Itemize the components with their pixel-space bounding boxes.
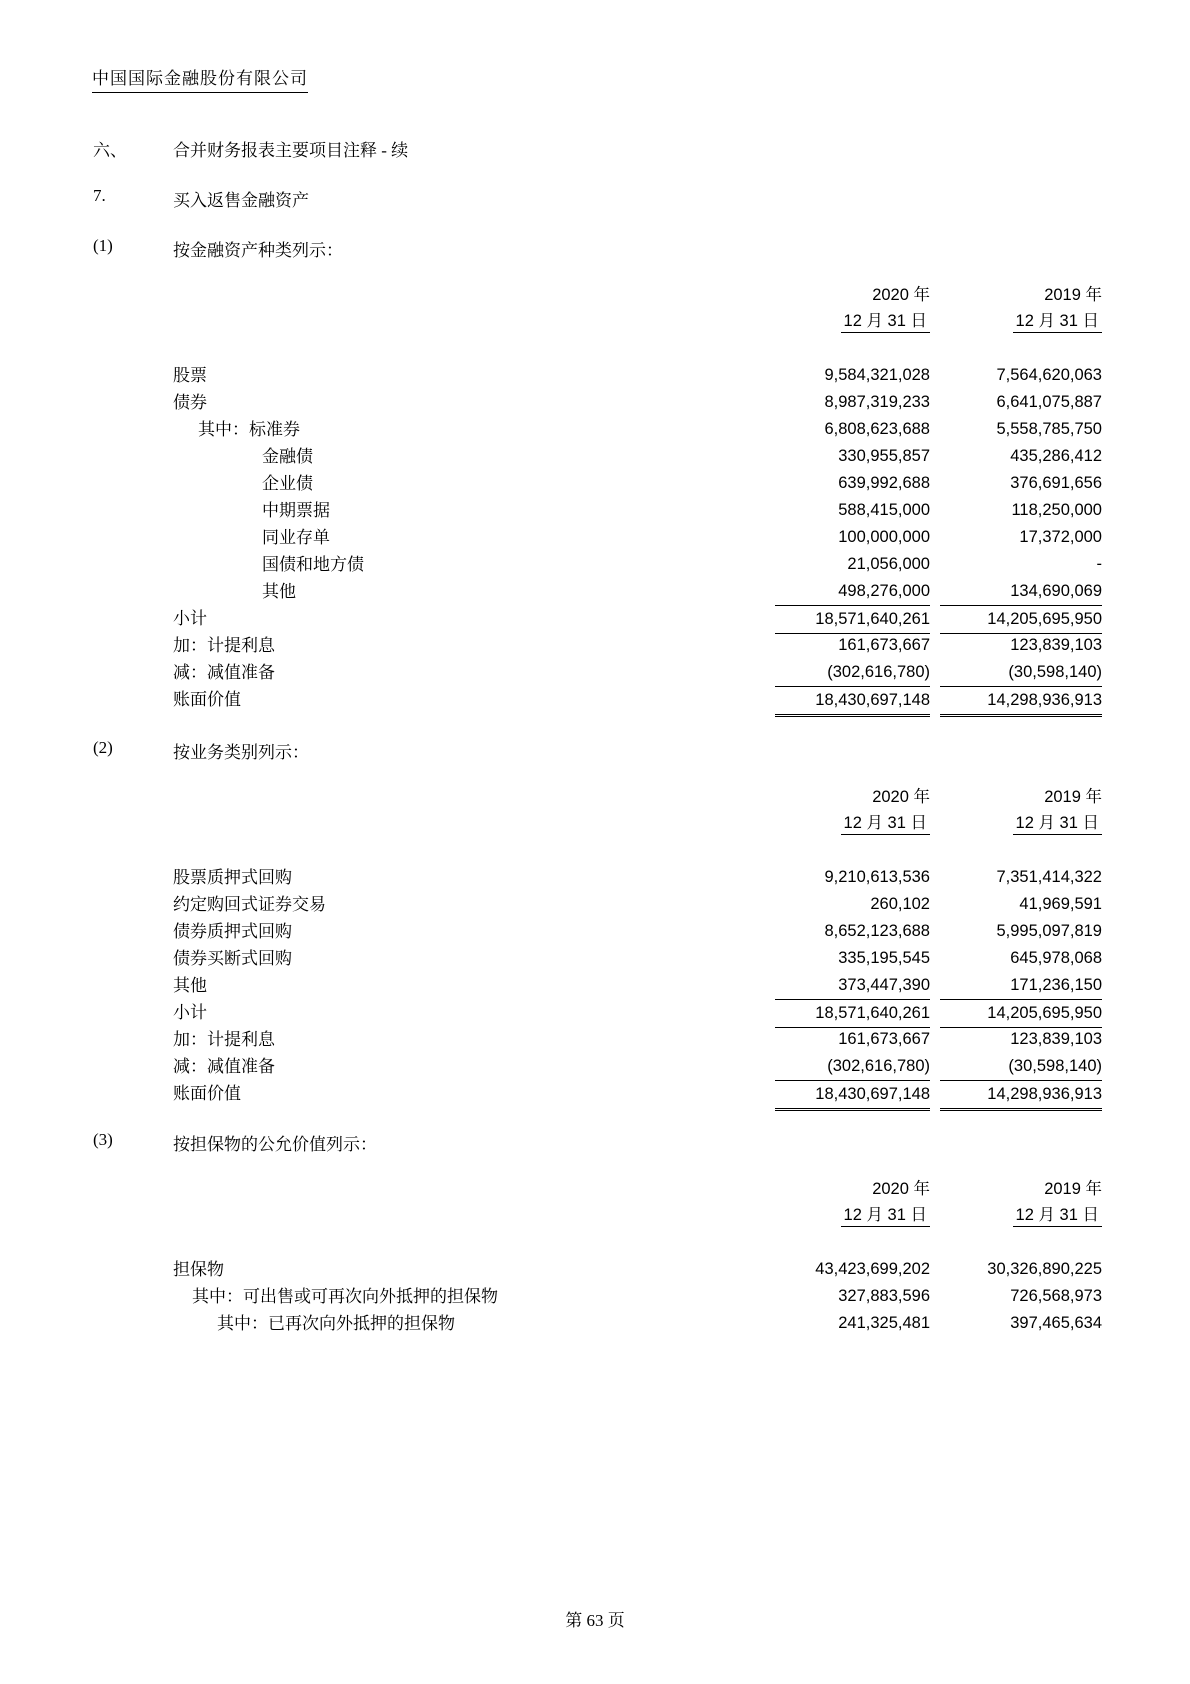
row-label: 加：计提利息 xyxy=(173,636,275,655)
value-2019: 6,641,075,887 xyxy=(996,393,1102,411)
table-row xyxy=(173,389,1102,416)
table-row xyxy=(173,945,1102,972)
date-label-wrap xyxy=(940,1202,1102,1228)
value-2019: - xyxy=(1096,555,1102,573)
table-row xyxy=(173,891,1102,918)
value-2019: 5,558,785,750 xyxy=(996,420,1102,438)
value-2020: 18,571,640,261 xyxy=(775,999,930,1028)
date-label: 12 月 31 日 xyxy=(1013,1206,1102,1227)
table-row xyxy=(173,999,1102,1026)
value-2020: 327,883,596 xyxy=(838,1287,930,1305)
table-row xyxy=(173,551,1102,578)
column-header-2020 xyxy=(775,282,930,334)
value-2019: 14,205,695,950 xyxy=(940,605,1102,634)
row-label: 中期票据 xyxy=(262,501,330,520)
value-2019: (30,598,140) xyxy=(1008,663,1102,681)
value-2020: 373,447,390 xyxy=(838,976,930,994)
row-label: 减：减值准备 xyxy=(173,1057,275,1076)
table-by-asset-type xyxy=(173,282,1102,713)
date-label: 12 月 31 日 xyxy=(841,312,930,333)
note-heading xyxy=(93,186,309,211)
table-row xyxy=(173,659,1102,686)
row-label: 小计 xyxy=(173,1003,207,1022)
value-2019: 397,465,634 xyxy=(1010,1314,1102,1332)
table-row xyxy=(173,416,1102,443)
value-2020: 330,955,857 xyxy=(838,447,930,465)
value-2019: 14,205,695,950 xyxy=(940,999,1102,1028)
value-2019: 17,372,000 xyxy=(1019,528,1102,546)
value-2019: 30,326,890,225 xyxy=(987,1260,1102,1278)
table-row xyxy=(173,1310,1102,1337)
value-2019: 7,564,620,063 xyxy=(996,366,1102,384)
row-label: 约定购回式证券交易 xyxy=(173,895,326,914)
value-2019: 7,351,414,322 xyxy=(996,868,1102,886)
table-row xyxy=(173,864,1102,891)
value-2019: 118,250,000 xyxy=(1011,501,1102,519)
company-name: 中国国际金融股份有限公司 xyxy=(92,64,308,93)
date-label: 12 月 31 日 xyxy=(1013,312,1102,333)
row-label: 其中：可出售或可再次向外抵押的担保物 xyxy=(192,1287,498,1306)
value-2020: (302,616,780) xyxy=(827,663,930,681)
value-2020: 43,423,699,202 xyxy=(815,1260,930,1278)
row-label: 减：减值准备 xyxy=(173,663,275,682)
year-label: 2020 年 xyxy=(872,1180,930,1198)
page-number: 第 63 页 xyxy=(565,1611,625,1630)
table-header-row xyxy=(173,282,1102,334)
year-label: 2019 年 xyxy=(1044,286,1102,304)
value-2019: 134,690,069 xyxy=(1010,582,1102,600)
value-2019: 14,298,936,913 xyxy=(940,686,1102,717)
column-header-2019 xyxy=(940,784,1102,836)
table-header-row xyxy=(173,784,1102,836)
note-number: 7. xyxy=(93,186,106,205)
subsection-3-number: (3) xyxy=(93,1130,113,1149)
table-body xyxy=(173,864,1102,1107)
table-row xyxy=(173,362,1102,389)
subsection-1-caption xyxy=(93,236,343,261)
value-2020: 241,325,481 xyxy=(838,1314,930,1332)
header-spacer xyxy=(173,1176,765,1228)
table-header-row xyxy=(173,1176,1102,1228)
year-label: 2020 年 xyxy=(872,788,930,806)
value-2020: 18,430,697,148 xyxy=(775,686,930,717)
table-row xyxy=(173,1283,1102,1310)
subsection-2-number: (2) xyxy=(93,738,113,757)
value-2020: 9,584,321,028 xyxy=(824,366,930,384)
table-row xyxy=(173,686,1102,713)
value-2020: (302,616,780) xyxy=(827,1057,930,1075)
table-by-business-type xyxy=(173,784,1102,1107)
row-label: 股票质押式回购 xyxy=(173,868,292,887)
value-2020: 100,000,000 xyxy=(838,528,930,546)
date-label-wrap xyxy=(940,308,1102,334)
column-header-2019 xyxy=(940,282,1102,334)
table-row xyxy=(173,918,1102,945)
value-2020: 161,673,667 xyxy=(838,636,930,654)
section-title: 合并财务报表主要项目注释 - 续 xyxy=(173,141,409,160)
value-2019: 41,969,591 xyxy=(1019,895,1102,913)
value-2020: 8,987,319,233 xyxy=(824,393,930,411)
value-2020: 639,992,688 xyxy=(838,474,930,492)
section-number: 六、 xyxy=(93,141,127,160)
row-label: 股票 xyxy=(173,366,207,385)
value-2020: 21,056,000 xyxy=(847,555,930,573)
value-2020: 8,652,123,688 xyxy=(824,922,930,940)
table-row xyxy=(173,524,1102,551)
section-heading xyxy=(93,136,408,161)
table-row xyxy=(173,1080,1102,1107)
date-label: 12 月 31 日 xyxy=(841,1206,930,1227)
row-label: 其中：标准券 xyxy=(198,420,300,439)
value-2020: 6,808,623,688 xyxy=(824,420,930,438)
table-row xyxy=(173,497,1102,524)
value-2020: 260,102 xyxy=(870,895,930,913)
date-label-wrap xyxy=(775,1202,930,1228)
table-row xyxy=(173,972,1102,999)
note-title: 买入返售金融资产 xyxy=(173,191,309,210)
date-label-wrap xyxy=(940,810,1102,836)
value-2020: 18,571,640,261 xyxy=(775,605,930,634)
row-label: 账面价值 xyxy=(173,1084,241,1103)
row-label: 债券买断式回购 xyxy=(173,949,292,968)
value-2020: 161,673,667 xyxy=(838,1030,930,1048)
row-label: 债券质押式回购 xyxy=(173,922,292,941)
value-2020: 18,430,697,148 xyxy=(775,1080,930,1111)
row-label: 加：计提利息 xyxy=(173,1030,275,1049)
table-row xyxy=(173,632,1102,659)
value-2019: 435,286,412 xyxy=(1010,447,1102,465)
table-row xyxy=(173,605,1102,632)
table-by-collateral-fair-value xyxy=(173,1176,1102,1337)
row-label: 企业债 xyxy=(262,474,313,493)
date-label: 12 月 31 日 xyxy=(841,814,930,835)
year-label: 2019 年 xyxy=(1044,788,1102,806)
subsection-3-caption xyxy=(93,1130,377,1155)
year-label: 2020 年 xyxy=(872,286,930,304)
table-row xyxy=(173,1256,1102,1283)
subsection-2-caption xyxy=(93,738,309,763)
value-2019: 14,298,936,913 xyxy=(940,1080,1102,1111)
row-label: 其他 xyxy=(262,582,296,601)
year-label: 2019 年 xyxy=(1044,1180,1102,1198)
value-2020: 498,276,000 xyxy=(838,582,930,600)
table-row xyxy=(173,1026,1102,1053)
row-label: 国债和地方债 xyxy=(262,555,364,574)
table-row xyxy=(173,578,1102,605)
value-2019: 123,839,103 xyxy=(1010,1030,1102,1048)
subsection-1-number: (1) xyxy=(93,236,113,255)
date-label-wrap xyxy=(775,810,930,836)
value-2019: 5,995,097,819 xyxy=(996,922,1102,940)
table-row xyxy=(173,443,1102,470)
date-label-wrap xyxy=(775,308,930,334)
value-2019: 171,236,150 xyxy=(1010,976,1102,994)
header-spacer xyxy=(173,784,765,836)
column-header-2020 xyxy=(775,784,930,836)
row-label: 金融债 xyxy=(262,447,313,466)
row-label: 同业存单 xyxy=(262,528,330,547)
value-2020: 335,195,545 xyxy=(838,949,930,967)
row-label: 其中：已再次向外抵押的担保物 xyxy=(217,1314,455,1333)
table-body xyxy=(173,362,1102,713)
row-label: 账面价值 xyxy=(173,690,241,709)
row-label: 债券 xyxy=(173,393,207,412)
value-2019: 645,978,068 xyxy=(1010,949,1102,967)
value-2020: 588,415,000 xyxy=(838,501,930,519)
table-body xyxy=(173,1256,1102,1337)
column-header-2019 xyxy=(940,1176,1102,1228)
subsection-3-title: 按担保物的公允价值列示： xyxy=(173,1135,377,1154)
value-2019: (30,598,140) xyxy=(1008,1057,1102,1075)
value-2019: 123,839,103 xyxy=(1010,636,1102,654)
row-label: 其他 xyxy=(173,976,207,995)
date-label: 12 月 31 日 xyxy=(1013,814,1102,835)
table-row xyxy=(173,470,1102,497)
value-2020: 9,210,613,536 xyxy=(824,868,930,886)
row-label: 小计 xyxy=(173,609,207,628)
value-2019: 376,691,656 xyxy=(1010,474,1102,492)
subsection-2-title: 按业务类别列示： xyxy=(173,743,309,762)
row-label: 担保物 xyxy=(173,1260,224,1279)
header-spacer xyxy=(173,282,765,334)
table-row xyxy=(173,1053,1102,1080)
subsection-1-title: 按金融资产种类列示： xyxy=(173,241,343,260)
column-header-2020 xyxy=(775,1176,930,1228)
value-2019: 726,568,973 xyxy=(1010,1287,1102,1305)
